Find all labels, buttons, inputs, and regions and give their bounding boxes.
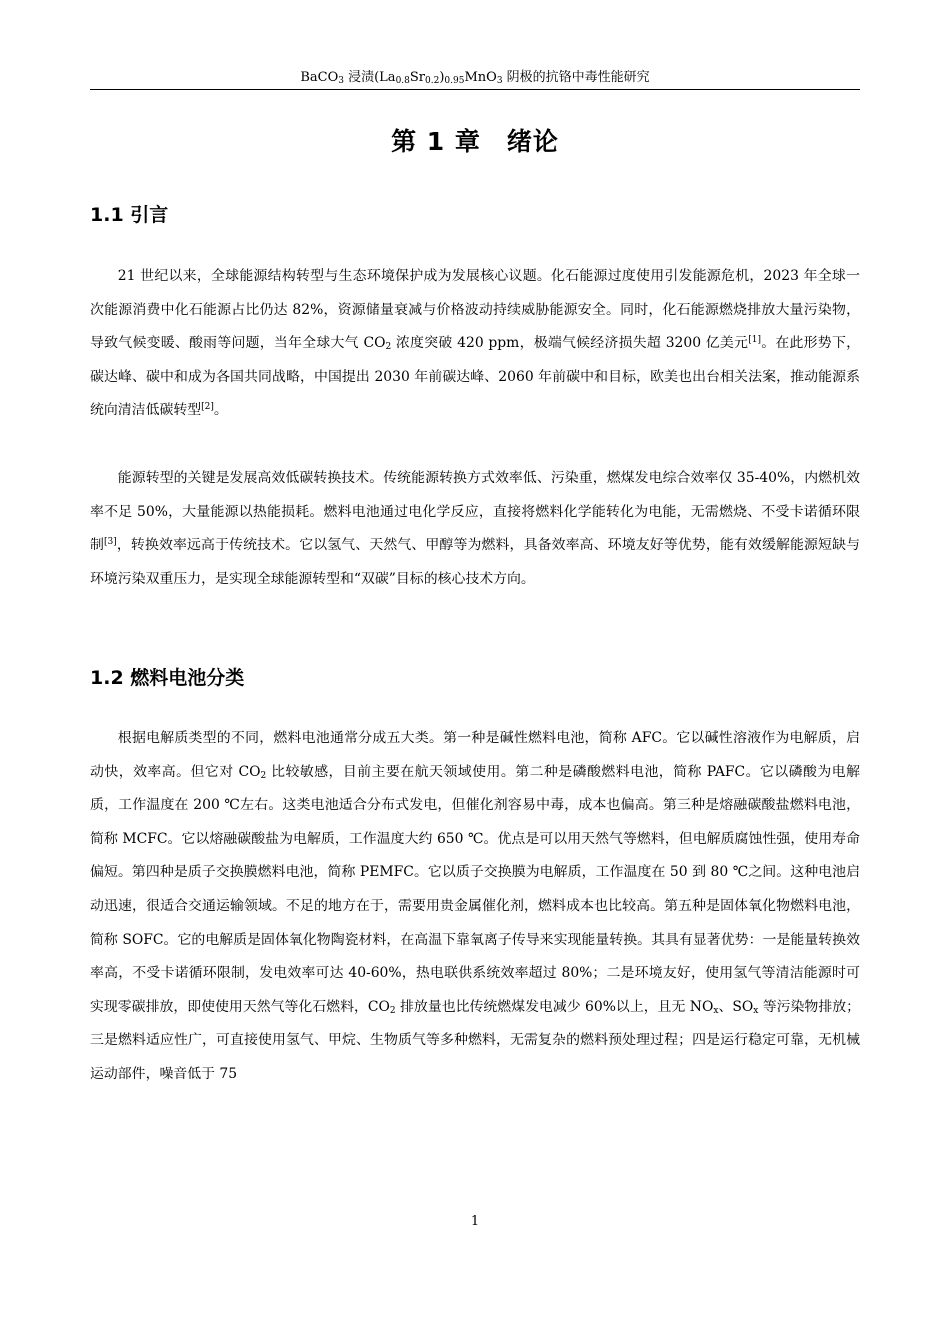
text-run: 21 世纪以来，全球能源结构转型与生态环境保护成为发展核心议题。化石能源过度使用引发能源危机，2023 年全球一次能源消费中化石能源占比仍达 82%，资源储量衰减与价格波动持续威胁能源安全。同时，化石能源燃烧排放大量污染物，导致气候变暖、酸雨等问题，当年全球大气 CO: [90, 268, 860, 352]
text-run: 、SO: [718, 998, 754, 1015]
header-subscript: 0.95: [444, 76, 465, 86]
text-run: 根据电解质类型的不同，燃料电池通常分成五大类。第一种是碱性燃料电池，简称 AFC。它以碱性溶液作为电解质，启动快，效率高。但它对 CO: [90, 730, 860, 780]
paragraph-classification: [90, 722, 860, 1092]
section-heading-intro: 1.1 引言: [90, 204, 169, 226]
header-subscript: 0.8: [395, 76, 410, 86]
header-text: 阴极的抗铬中毒性能研究: [502, 70, 650, 85]
text-run: 能源转型的关键是发展高效低碳转换技术。传统能源转换方式效率低、污染重，燃煤发电综合效率仅 35-40%，内燃机效率不足 50%，大量能源以热能损耗。燃料电池通过电化学反应，直接将燃料化学能转化为电能，无需燃烧、不受卡诺循环限制: [90, 470, 860, 554]
subscript: 2: [260, 770, 267, 781]
header-subscript: 3: [496, 76, 503, 86]
header-subscript: 3: [338, 76, 344, 86]
header-text: MnO: [464, 70, 497, 85]
text-run: 。在此形势下，碳达峰、碳中和成为各国共同战略，中国提出 2030 年前碳达峰、2060 年前碳中和目标，欧美也出台相关法案，推动能源系统向清洁低碳转型: [90, 335, 860, 419]
subscript: 2: [385, 342, 392, 353]
text-run: 。: [213, 402, 228, 419]
header-text: BaCO: [300, 70, 339, 85]
subscript: x: [753, 1005, 759, 1016]
citation-ref: [3]: [104, 537, 117, 548]
text-run: 等污染物排放；三是燃料适应性广，可直接使用氢气、甲烷、生物质气等多种燃料，无需复杂的燃料预处理过程；四是运行稳定可靠，无机械运动部件，噪音低于 75: [90, 998, 860, 1082]
running-header: [90, 68, 860, 90]
text-run: 浓度突破 420 ppm，极端气候经济损失超 3200 亿美元: [391, 335, 749, 352]
text-run: 比较敏感，目前主要在航天领域使用。第二种是磷酸燃料电池，简称 PAFC。它以磷酸为电解质，工作温度在 200 ℃左右。这类电池适合分布式发电，但催化剂容易中毒，成本也偏高。第三种是熔融碳酸盐燃料电池，简称 MCFC。它以熔融碳酸盐为电解质，工作温度大约 650 ℃。优点是可以用天然气等燃料，但电解质腐蚀性强，使用寿命偏短。第四种是质子交换膜燃料电池，简称 PEMFC。它以质子交换膜为电解质，工作温度在 50 到 80 ℃之间。这种电池启动迅速，很适合交通运输领域。不足的地方在于，需要用贵金属催化剂，燃料成本也比较高。第五种是固体氧化物燃料电池，简称 SOFC。它的电解质是固体氧化物陶瓷材料，在高温下靠氧离子传导来实现能量转换。其具有显著优势：一是能量转换效率高，不受卡诺循环限制，发电效率可达 40-60%，热电联供系统效率超过 80%；二是环境友好，使用氢气等清洁能源时可实现零碳排放，即使使用天然气等化石燃料，CO: [90, 763, 860, 1015]
text-run: ，转换效率远高于传统技术。它以氢气、天然气、甲醇等为燃料，具备效率高、环境友好等优势，能有效缓解能源短缺与环境污染双重压力，是实现全球能源转型和“双碳”目标的核心技术方向。: [90, 537, 860, 587]
header-text: Sr: [409, 70, 426, 85]
header-text: ): [439, 70, 445, 85]
citation-ref: [2]: [201, 402, 214, 413]
citation-ref: [1]: [748, 335, 761, 346]
paragraph-intro-2: [90, 462, 860, 596]
text-run: 排放量也比传统燃煤发电减少 60%以上，且无 NO: [395, 998, 714, 1015]
subscript: x: [713, 1005, 719, 1016]
subscript: 2: [389, 1005, 396, 1016]
header-subscript: 0.2: [425, 76, 440, 86]
paragraph-intro-1: [90, 260, 860, 428]
section-heading-classification: 1.2 燃料电池分类: [90, 667, 245, 689]
page-number: 1: [470, 1214, 480, 1229]
header-text: 浸渍(La: [343, 70, 396, 85]
chapter-title: 第 1 章 绪论: [391, 127, 559, 156]
